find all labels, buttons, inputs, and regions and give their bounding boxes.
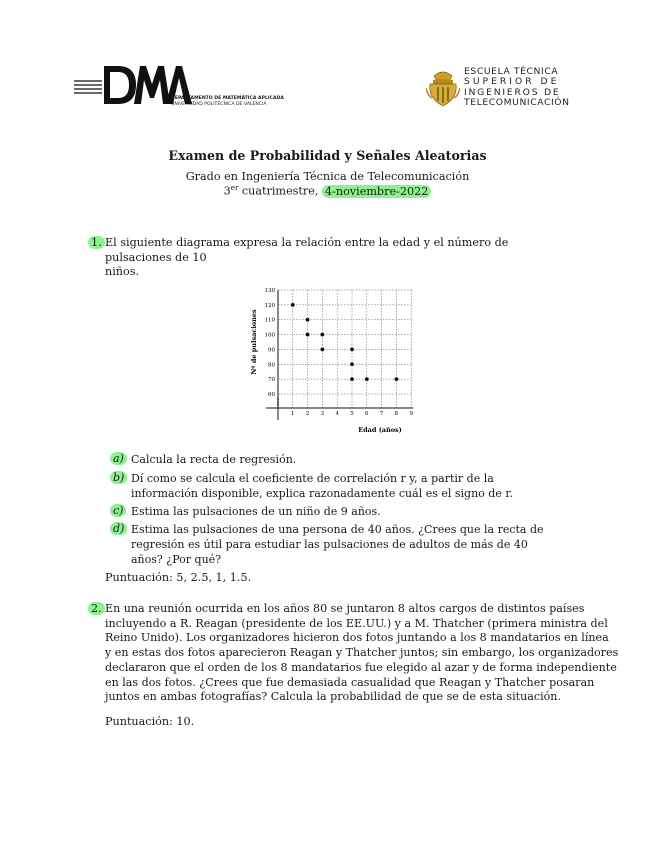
axis-break-mark: [277, 398, 279, 400]
x-tick-label: 2: [305, 411, 310, 417]
y-tick-label: 130: [264, 288, 275, 294]
term-rest: cuatrimestre,: [238, 184, 322, 198]
exam-title: Examen de Probabilidad y Señales Aleatorias: [168, 148, 487, 163]
question-2-line-6: en las dos fotos. ¿Crees que fue demasiada casualidad que Reagan y Thatcher posaran: [105, 675, 595, 689]
x-tick-label: 8: [394, 411, 399, 417]
question-2-score: Puntuación: 10.: [105, 715, 195, 728]
term-date-line: [0, 184, 655, 198]
data-point: [395, 377, 399, 381]
chart-axes: [266, 290, 413, 420]
question-2-line-7: juntos en ambas fotografías? Calcula la probabilidad de que se de esta situación.: [105, 690, 561, 704]
item-b-text: Dí como se calcula el coeficiente de correlación r y, a partir de la información disponible, explica razonadamente cuál es el signo de r.: [131, 472, 513, 500]
y-tick-label: 120: [264, 302, 275, 309]
data-point: [365, 377, 369, 381]
question-1-number: 1.: [88, 236, 105, 249]
term-number: 3: [223, 184, 231, 198]
question-1-line-1: El siguiente diagrama expresa la relación entre la edad y el número de pulsaciones de 10: [105, 236, 509, 264]
question-2-number: 2.: [88, 602, 105, 615]
item-a-label: a): [110, 452, 127, 465]
item-a-text: Calcula la recta de regresión.: [131, 453, 297, 466]
question-2-line-5: declararon que el orden de los 8 mandatarios fue elegido al azar y de forma independiente: [105, 660, 617, 674]
x-tick-label: 4: [335, 411, 339, 417]
dma-logo: [74, 62, 284, 112]
item-b-label: b): [110, 471, 127, 484]
dma-subtitle-2: UNIVERSIDAD POLITÉCNICA DE VALENCIA: [171, 102, 267, 107]
school-seal-icon: [426, 68, 460, 108]
item-c-text: Estima las pulsaciones de un niño de 9 años.: [131, 505, 381, 518]
chart-points: [291, 303, 398, 381]
scatter-chart: [240, 282, 430, 442]
question-1-line-2: niños.: [105, 265, 140, 279]
question-2-line-4: y en estas dos fotos aparecieron Reagan y Thatcher juntos; sin embargo, los organizadores: [105, 646, 619, 660]
chart-grid: [278, 290, 411, 408]
chart-ticks: [265, 288, 414, 417]
axis-break-mark: [277, 404, 279, 406]
item-d-text: Estima las pulsaciones de una persona de 40 años. ¿Crees que la recta de regresión es útil para estudiar las pulsaciones de adultos de más de 40 años? ¿Por qué?: [131, 523, 544, 566]
y-tick-label: 100: [264, 332, 275, 339]
data-point: [350, 348, 354, 352]
school-name-line-3: INGENIEROS DE: [464, 86, 561, 98]
item-c-label: c): [110, 504, 126, 517]
school-name: [464, 67, 570, 108]
x-tick-label: 1: [291, 411, 295, 417]
question-1-score: Puntuación: 5, 2.5, 1, 1.5.: [105, 571, 252, 584]
data-point: [350, 362, 354, 366]
y-tick-label: 110: [264, 317, 275, 324]
axis-break-mark: [277, 401, 279, 403]
y-tick-label: 70: [268, 377, 275, 384]
degree-line: Grado en Ingeniería Técnica de Telecomunicación: [185, 170, 470, 183]
x-tick-label: 3: [320, 411, 325, 417]
data-point: [350, 377, 354, 381]
x-tick-label: 7: [379, 411, 384, 417]
y-tick-label: 90: [268, 347, 275, 354]
y-tick-label: 80: [268, 362, 275, 369]
y-tick-label: 60: [268, 392, 275, 398]
question-2-line-2: incluyendo a R. Reagan (presidente de los EE.UU.) y a M. Thatcher (primera ministra del: [105, 616, 608, 630]
data-point: [321, 333, 325, 337]
x-tick-label: 6: [365, 411, 369, 417]
dma-subtitle-1: DEPARTAMENTO DE MATEMÁTICA APLICADA: [171, 96, 284, 101]
x-axis-label: Edad (años): [358, 426, 402, 434]
data-point: [306, 318, 310, 322]
x-tick-label: 9: [409, 411, 413, 417]
y-axis-label: Nº de pulsaciones: [250, 309, 258, 375]
question-2-line-3: Reino Unido). Los organizadores hicieron dos fotos juntando a los 8 mandatarios en línea: [105, 631, 609, 645]
question-2-line-1: En una reunión ocurrida en los años 80 se juntaron 8 altos cargos de distintos países: [105, 602, 585, 615]
item-d-label: d): [110, 522, 127, 535]
x-tick-label: 5: [350, 411, 354, 417]
question-1-text: [105, 236, 565, 280]
school-name-line-1: ESCUELA TÉCNICA: [464, 66, 559, 77]
question-2-text: [105, 602, 619, 705]
exam-date: 4-noviembre-2022: [322, 185, 431, 198]
school-name-line-4: TELECOMUNICACIÓN: [464, 96, 570, 108]
data-point: [321, 348, 325, 352]
data-point: [306, 333, 310, 337]
data-point: [291, 303, 295, 307]
term-ordinal: er: [230, 184, 239, 192]
school-name-line-2: SUPERIOR DE: [464, 76, 560, 88]
